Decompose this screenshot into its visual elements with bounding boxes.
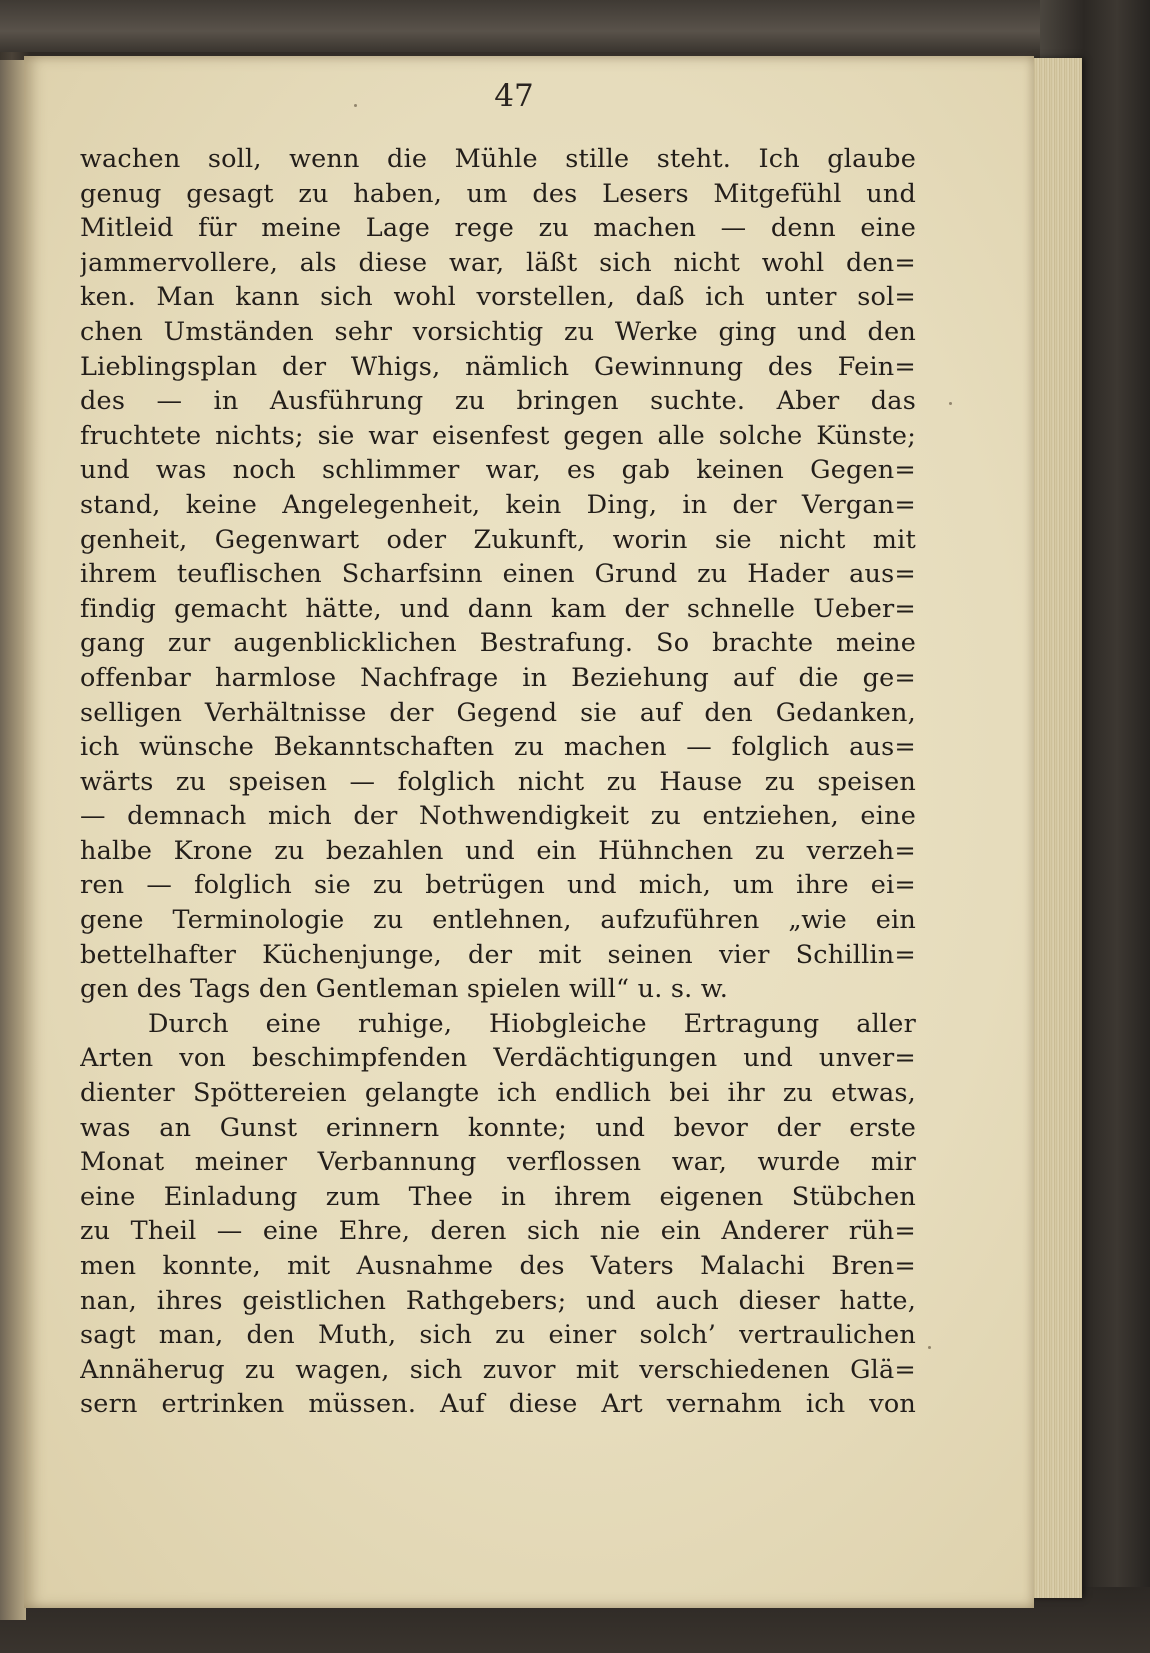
book-gutter [0,60,26,1620]
text-line: gen des Tags den Gentleman spielen will“ u. s. w. [80,974,729,1005]
paper-speck [928,1346,931,1349]
text-line: selligen Verhältnisse der Gegend sie auf den Gedanken, [80,697,916,728]
text-line: nan, ihres geistlichen Rathgebers; und auch dieser hatte, [80,1285,916,1316]
text-line: Arten von beschimpfenden Verdächtigungen und unver= [80,1043,916,1074]
text-line: — demnach mich der Nothwendigkeit zu entziehen, eine [80,801,916,832]
text-line: wärts zu speisen — folglich nicht zu Hause zu speisen [80,766,916,797]
text-line: Annäherug zu wagen, sich zuvor mit verschiedenen Glä= [80,1354,916,1385]
text-line: dienter Spöttereien gelangte ich endlich bei ihr zu etwas, [80,1078,916,1109]
text-line: halbe Krone zu bezahlen und ein Hühnchen zu verzeh= [80,835,916,866]
page-edges [1030,58,1082,1598]
text-line: fruchtete nichts; sie war eisenfest gegen alle solche Künste; [80,420,916,451]
text-line: ren — folglich sie zu betrügen und mich, um ihre ei= [80,870,916,901]
text-line: genheit, Gegenwart oder Zukunft, worin sie nicht mit [80,524,916,555]
page-number: 47 [494,78,534,114]
text-line: bettelhafter Küchenjunge, der mit seinen vier Schillin= [80,939,916,970]
text-line: gene Terminologie zu entlehnen, aufzuführen „wie ein [80,905,916,936]
text-line: ich wünsche Bekanntschaften zu machen — folglich aus= [80,732,916,763]
text-line: sern ertrinken müssen. Auf diese Art vernahm ich von [80,1389,916,1420]
text-line: men konnte, mit Ausnahme des Vaters Malachi Bren= [80,1251,916,1281]
paper-speck [354,104,357,107]
text-line: findig gemacht hätte, und dann kam der schnelle Ueber= [80,593,916,624]
text-line: sagt man, den Muth, sich zu einer solch’ vertraulichen [80,1320,916,1351]
text-line: und was noch schlimmer war, es gab keinen Gegen= [80,455,916,486]
text-line: stand, keine Angelegenheit, kein Ding, in der Vergan= [80,489,916,520]
text-line: gang zur augenblicklichen Bestrafung. So brachte meine [80,628,916,659]
text-line: jammervollere, als diese war, läßt sich nicht wohl den= [80,247,916,278]
text-line: genug gesagt zu haben, um des Lesers Mitgefühl und [80,178,916,209]
text-line: Lieblingsplan der Whigs, nämlich Gewinnung des Fein= [80,351,916,382]
book-board-top [0,0,1150,52]
book-page [24,56,1034,1608]
text-line: eine Einladung zum Thee in ihrem eigenen Stübchen [80,1181,916,1212]
text-line: ihrem teuflischen Scharfsinn einen Grund zu Hader aus= [80,559,916,590]
text-line: wachen soll, wenn die Mühle stille steht. Ich glaube [80,144,916,174]
paper-speck [949,402,952,405]
text-line: Durch eine ruhige, Hiobgleiche Ertragung aller [148,1008,916,1039]
text-line: ken. Man kann sich wohl vorstellen, daß ich unter sol= [80,282,916,313]
text-line: Mitleid für meine Lage rege zu machen — denn eine [80,213,916,244]
text-line: zu Theil — eine Ehre, deren sich nie ein Anderer rüh= [80,1216,916,1247]
text-line: des — in Ausführung zu bringen suchte. Aber das [80,386,916,417]
text-line: offenbar harmlose Nachfrage in Beziehung auf die ge= [80,662,916,693]
text-line: was an Gunst erinnern konnte; und bevor der erste [80,1112,916,1143]
text-line: chen Umständen sehr vorsichtig zu Werke ging und den [80,316,916,347]
page-text [80,142,916,1422]
text-line: Monat meiner Verbannung verflossen war, wurde mir [80,1147,916,1178]
